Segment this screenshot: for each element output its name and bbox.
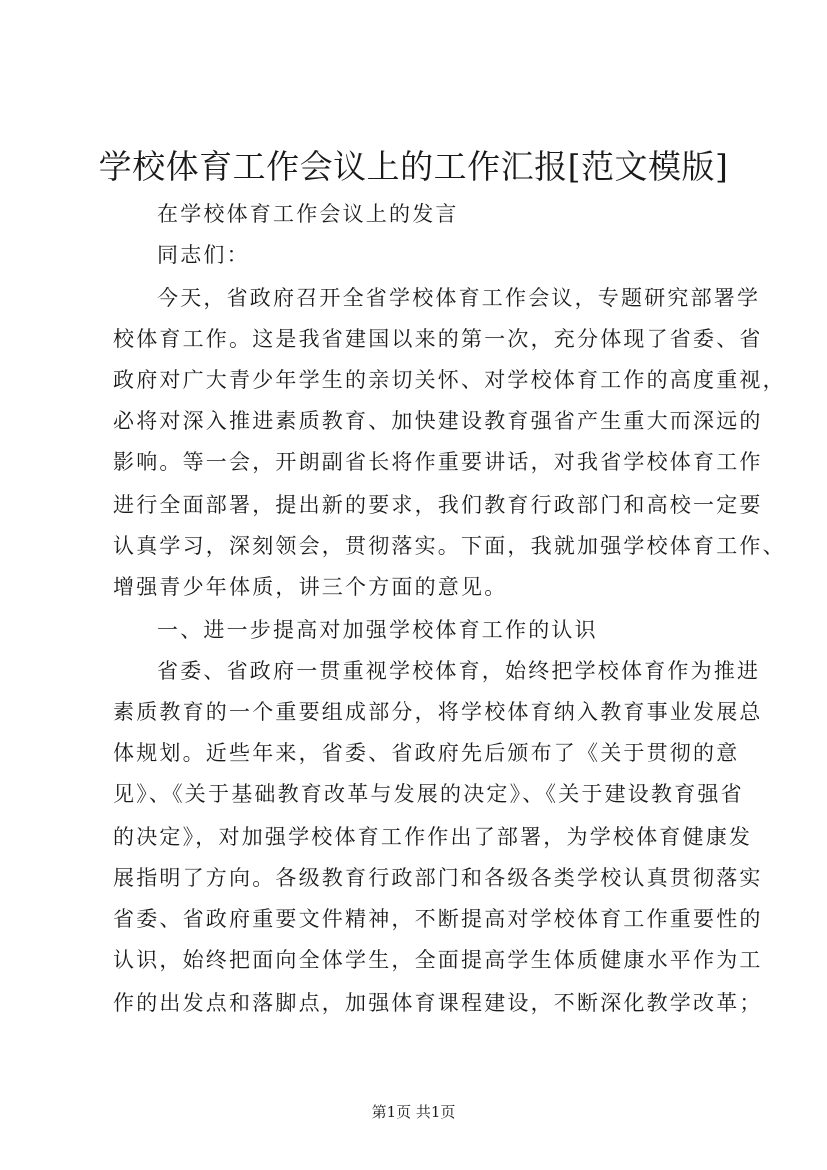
paragraph-line: 的决定》，对加强学校体育工作作出了部署，为学校体育健康发 <box>113 825 753 849</box>
paragraph-line: 素质教育的一个重要组成部分，将学校体育纳入教育事业发展总 <box>113 700 763 724</box>
document-title: 学校体育工作会议上的工作汇报[范文模版] <box>98 147 729 186</box>
paragraph-line: 作的出发点和落脚点，加强体育课程建设，不断深化教学改革； <box>113 991 763 1015</box>
paragraph-line: 政府对广大青少年学生的亲切关怀、对学校体育工作的高度重视， <box>113 368 786 392</box>
paragraph-line: 见》、《关于基础教育改革与发展的决定》、《关于建设教育强省 <box>113 782 744 806</box>
paragraph-line: 认识，始终把面向全体学生，全面提高学生体质健康水平作为工 <box>113 948 763 972</box>
salutation-line: 同志们： <box>157 243 250 267</box>
paragraph-line: 省委、省政府一贯重视学校体育，始终把学校体育作为推进 <box>157 659 761 683</box>
paragraph-line: 校体育工作。这是我省建国以来的第一次，充分体现了省委、省 <box>113 327 763 351</box>
subtitle-line: 在学校体育工作会议上的发言 <box>157 202 459 226</box>
paragraph-line: 必将对深入推进素质教育、加快建设教育强省产生重大而深远的 <box>113 409 763 433</box>
paragraph-line: 今天，省政府召开全省学校体育工作会议，专题研究部署学 <box>157 286 761 310</box>
paragraph-line: 影响。等一会，开朗副省长将作重要讲话，对我省学校体育工作 <box>113 450 763 474</box>
paragraph-line: 体规划。近些年来，省委、省政府先后颁布了《关于贯彻的意 <box>113 741 740 765</box>
paragraph-line: 认真学习，深刻领会，贯彻落实。下面，我就加强学校体育工作、 <box>113 534 786 558</box>
paragraph-line: 进行全面部署，提出新的要求，我们教育行政部门和高校一定要 <box>113 493 763 517</box>
paragraph-line: 展指明了方向。各级教育行政部门和各级各类学校认真贯彻落实 <box>113 866 763 890</box>
page-footer: 第1页 共1页 <box>371 1103 456 1121</box>
section-heading: 一、进一步提高对加强学校体育工作的认识 <box>157 618 598 642</box>
paragraph-line: 省委、省政府重要文件精神，不断提高对学校体育工作重要性的 <box>113 907 763 931</box>
paragraph-line: 增强青少年体质，讲三个方面的意见。 <box>113 575 508 599</box>
